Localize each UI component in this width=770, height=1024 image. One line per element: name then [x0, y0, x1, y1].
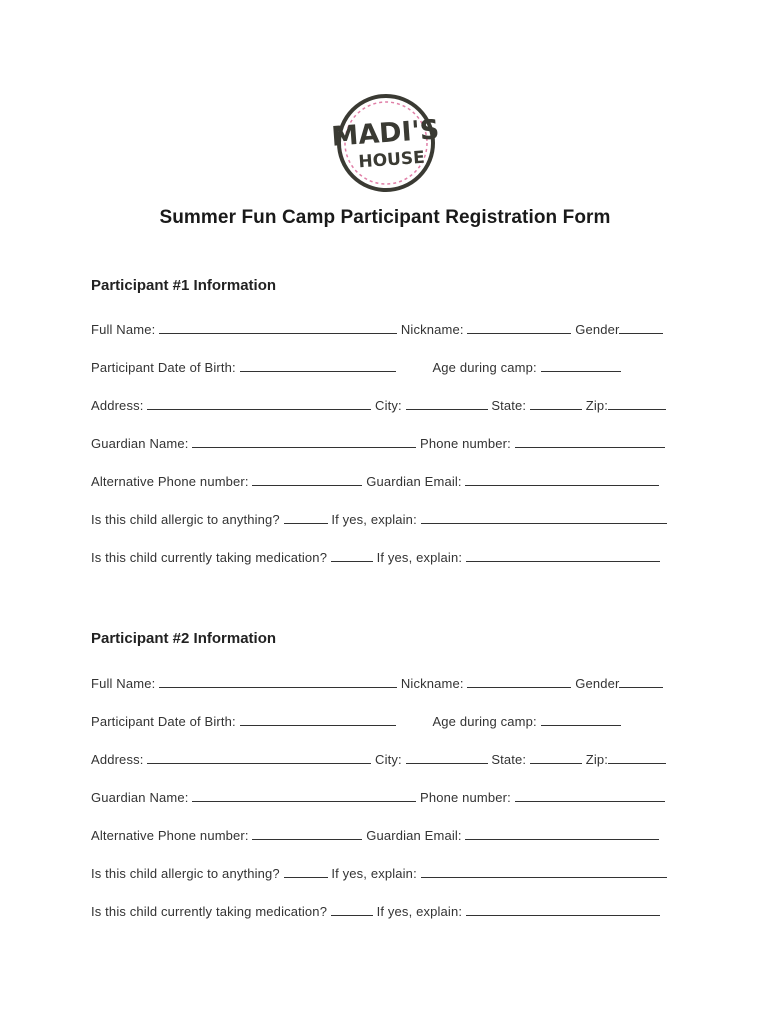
p1-row-alt-phone: Alternative Phone number: Guardian Email: — [91, 474, 659, 489]
madis-house-logo — [330, 92, 442, 194]
p1-city-field[interactable] — [406, 398, 488, 410]
p1-allergy-field[interactable] — [284, 512, 328, 524]
p1-phone-field[interactable] — [515, 436, 665, 448]
p1-row-guardian: Guardian Name: Phone number: — [91, 436, 665, 451]
p2-guardian-email-field[interactable] — [465, 828, 659, 840]
p2-phone-field[interactable] — [515, 790, 665, 802]
p1-state-field[interactable] — [530, 398, 582, 410]
p1-guardian-email-field[interactable] — [465, 474, 659, 486]
p1-row-medication: Is this child currently taking medication? If yes, explain: — [91, 550, 660, 565]
p2-city-field[interactable] — [406, 752, 488, 764]
p2-zip-field[interactable] — [608, 752, 666, 764]
p2-row-medication: Is this child currently taking medication? If yes, explain: — [91, 904, 660, 919]
p2-medication-explain-field[interactable] — [466, 904, 660, 916]
p2-medication-field[interactable] — [331, 904, 373, 916]
p2-address-field[interactable] — [147, 752, 371, 764]
participant-2-heading: Participant #2 Information — [91, 630, 277, 647]
p2-row-alt-phone: Alternative Phone number: Guardian Email: — [91, 828, 659, 843]
p2-full-name-field[interactable] — [159, 676, 397, 688]
p2-row-allergy: Is this child allergic to anything? If yes, explain: — [91, 866, 667, 881]
p2-row-guardian: Guardian Name: Phone number: — [91, 790, 665, 805]
p1-address-field[interactable] — [147, 398, 371, 410]
p1-medication-explain-field[interactable] — [466, 550, 660, 562]
p2-guardian-name-field[interactable] — [192, 790, 416, 802]
svg-text:HOUSE: HOUSE — [357, 147, 426, 173]
p2-nickname-field[interactable] — [467, 676, 571, 688]
p2-allergy-field[interactable] — [284, 866, 328, 878]
p2-row-dob: Participant Date of Birth: Age during camp: — [91, 714, 621, 729]
p2-gender-field[interactable] — [619, 676, 663, 688]
p1-row-address: Address: City: State: Zip: — [91, 398, 666, 413]
p2-state-field[interactable] — [530, 752, 582, 764]
p1-dob-field[interactable] — [240, 360, 396, 372]
p1-alt-phone-field[interactable] — [252, 474, 362, 486]
p2-age-field[interactable] — [541, 714, 621, 726]
p1-guardian-name-field[interactable] — [192, 436, 416, 448]
p1-full-name-field[interactable] — [159, 322, 397, 334]
p1-nickname-field[interactable] — [467, 322, 571, 334]
p2-allergy-explain-field[interactable] — [421, 866, 667, 878]
p1-age-field[interactable] — [541, 360, 621, 372]
p2-row-name: Full Name: Nickname: Gender — [91, 676, 663, 691]
form-title: Summer Fun Camp Participant Registration Form — [159, 207, 611, 228]
p2-row-address: Address: City: State: Zip: — [91, 752, 666, 767]
participant-1-heading: Participant #1 Information — [91, 277, 277, 294]
p1-gender-field[interactable] — [619, 322, 663, 334]
p1-row-allergy: Is this child allergic to anything? If yes, explain: — [91, 512, 667, 527]
p1-medication-field[interactable] — [331, 550, 373, 562]
p1-row-name: Full Name: Nickname: Gender — [91, 322, 663, 337]
p1-row-dob: Participant Date of Birth: Age during camp: — [91, 360, 621, 375]
p1-allergy-explain-field[interactable] — [421, 512, 667, 524]
p2-dob-field[interactable] — [240, 714, 396, 726]
p1-zip-field[interactable] — [608, 398, 666, 410]
p2-alt-phone-field[interactable] — [252, 828, 362, 840]
svg-text:MADI'S: MADI'S — [330, 114, 441, 153]
